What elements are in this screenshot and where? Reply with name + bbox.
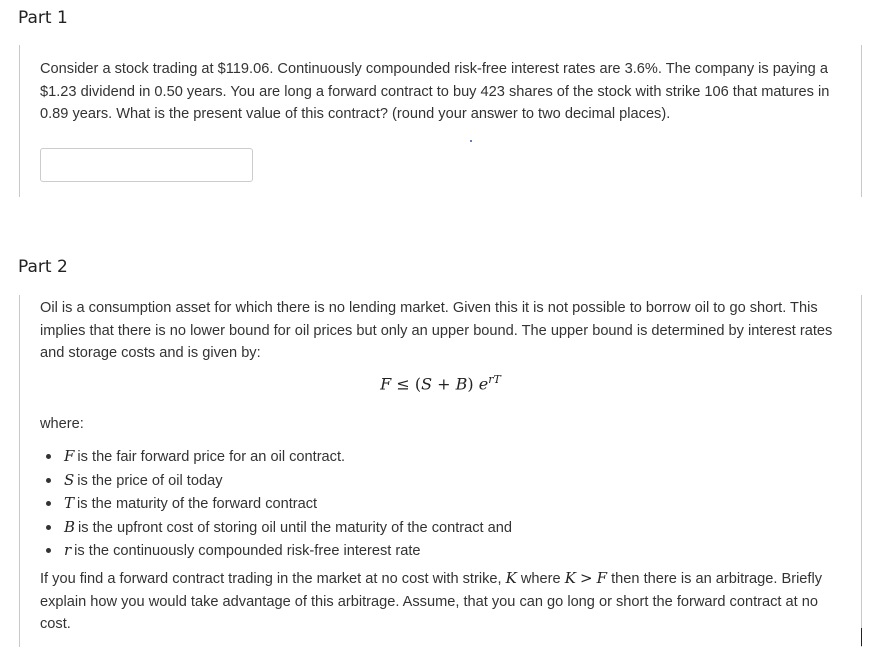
formula-s: S (421, 374, 433, 394)
bullet-text: is the fair forward price for an oil contract. (77, 449, 346, 465)
closing-part-c: then there is an arbitrage. Briefly explain how you would take advantage of this arbitrage. Assume, that you can go long or short the forward contract at no cost. (40, 571, 823, 632)
part2-heading: Part 2 (18, 257, 68, 277)
bullet-text: is the maturity of the forward contract (77, 496, 318, 513)
bullet-symbol: T (64, 494, 75, 513)
part1-question-text: Consider a stock trading at $119.06. Continuously compounded risk-free interest rates are 3.6%. The company is paying a $1.23 dividend in 0.50 years. You are long a forward contract to buy 423 shares of the stock with strike 106 that matures in 0.89 years. What is the present value of this contract? (round your answer to two decimal places). (40, 61, 830, 122)
part1-panel (19, 45, 862, 197)
stray-dot (470, 140, 472, 142)
closing-part-b: where (520, 571, 561, 587)
bullet-symbol: S (64, 470, 75, 489)
part2-closing-text (40, 567, 840, 636)
upper-bound-formula (20, 373, 861, 393)
part1-answer-input[interactable] (40, 148, 253, 182)
formula-b: B (455, 374, 468, 394)
list-item (40, 516, 512, 540)
bullet-text: is the upfront cost of storing oil until the maturity of the contract and (78, 519, 513, 536)
bullet-text: is the price of oil today (77, 472, 223, 489)
formula-close-paren: ) (467, 374, 474, 394)
closing-symbol-k: K (564, 569, 576, 587)
closing-symbol-f: F (596, 569, 608, 587)
list-item (40, 492, 512, 516)
part2-panel (19, 295, 862, 647)
formula-open-paren: ( (414, 374, 422, 394)
closing-symbol-k: K (505, 569, 517, 587)
bullet-symbol: r (64, 541, 72, 560)
part1-heading: Part 1 (18, 8, 68, 28)
bullet-text: is the continuously compounded risk-free interest rate (74, 543, 421, 560)
variable-definitions-list (40, 445, 512, 563)
bullet-symbol: B (64, 517, 76, 536)
formula-e: e (478, 374, 489, 394)
formula-relation: ≤ (396, 374, 410, 394)
formula-f: F (380, 374, 392, 394)
list-item (40, 469, 512, 493)
bullet-symbol: F (64, 447, 75, 465)
where-label: where: (40, 416, 84, 432)
list-item (40, 445, 512, 469)
formula-plus: + (437, 374, 451, 394)
list-item (40, 539, 512, 563)
part2-intro-text: Oil is a consumption asset for which there is no lending market. Given this it is not possible to borrow oil to go short. This implies that there is no lower bound for oil prices but only an upper bound. The upper bound is determined by interest rates and storage costs and is given by: (40, 300, 833, 361)
closing-symbol-gt: > (579, 569, 593, 587)
formula-exponent: rT (488, 373, 501, 386)
closing-part-a: If you find a forward contract trading in the market at no cost with strike, (40, 571, 502, 587)
text-cursor (861, 628, 862, 646)
